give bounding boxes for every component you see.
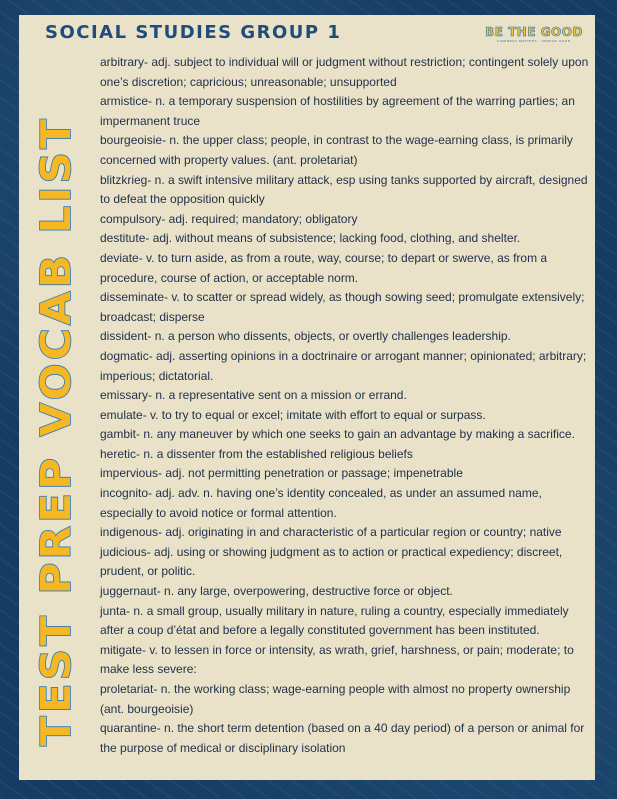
side-banner [26, 106, 84, 750]
vocab-entry: juggernaut- n. any large, overpowering, destructive force or object. [100, 584, 453, 599]
vocab-list [100, 53, 592, 758]
vocab-entry: quarantine- n. the short term detention (based on a 40 day period) of a person or animal for the purpose of medical or disciplinary isolation [100, 721, 585, 755]
vocab-entry: proletariat- n. the working class; wage-earning people with almost no property ownership (ant. bourgeoisie) [100, 682, 571, 716]
page-title: SOCIAL STUDIES GROUP 1 [45, 22, 342, 43]
vocab-entry: dogmatic- adj. asserting opinions in a doctrinaire or arrogant manner; opinionated; arbitrary; imperious; dictatorial. [100, 348, 587, 383]
vocab-entry: judicious- adj. using or showing judgment as to action or practical expediency; discreet, prudent, or politic. [100, 544, 563, 579]
vocab-entry: destitute- adj. without means of subsistence; lacking food, clothing, and shelter. [100, 231, 521, 246]
vocab-entry: heretic- n. a dissenter from the established religious beliefs [100, 446, 413, 461]
vocab-entry: emissary- n. a representative sent on a mission or errand. [100, 388, 407, 403]
vocab-entry: incognito- adj. adv. n. having one’s identity concealed, as under an assumed name, especially to avoid notice or formal attention. [100, 486, 542, 520]
vocab-entry: disseminate- v. to scatter or spread widely, as though sowing seed; promulgate extensively; broadcast; disperse [100, 290, 585, 324]
vocab-entry: junta- n. a small group, usually military in nature, ruling a country, especially immediately after a coup d’état and before a legally constituted government has been instituted. [100, 603, 569, 638]
vocab-entry: arbitrary- adj. subject to individual will or judgment without restriction; contingent solely upon one’s discretion; capricious; unreasonable; unsupported [100, 55, 589, 89]
vocab-entry: mitigate- v. to lessen in force or intensity, as wrath, grief, harshness, or pain; moderate; to make less severe: [100, 642, 574, 677]
brand-name: BE THE GOOD [485, 25, 583, 39]
vocab-entry: indigenous- adj. originating in and characteristic of a particular region or country; native [100, 525, 562, 540]
brand-tagline: KINDNESS MATTERS · SPREAD GOOD [497, 39, 571, 43]
vocab-entry: blitzkrieg- n. a swift intensive military attack, esp using tanks supported by aircraft, designed to defeat the opposition quickly [100, 172, 588, 207]
brand-logo [484, 26, 584, 43]
vocab-entry: deviate- v. to turn aside, as from a route, way, course; to depart or swerve, as from a procedure, course of action, or acceptable norm. [100, 250, 548, 285]
vocab-entry: emulate- v. to try to equal or excel; imitate with effort to equal or surpass. [100, 407, 486, 422]
side-banner-text: TEST PREP VOCAB LIST [32, 152, 80, 746]
vocab-entry: armistice- n. a temporary suspension of hostilities by agreement of the warring parties; an impermanent truce [100, 94, 575, 128]
vocab-entry: compulsory- adj. required; mandatory; obligatory [100, 211, 358, 226]
vocab-entry: bourgeoisie- n. the upper class; people, in contrast to the wage-earning class, is primarily concerned with property values. (ant. proletariat) [100, 133, 573, 167]
vocab-entry: gambit- n. any maneuver by which one seeks to gain an advantage by making a sacrifice. [100, 427, 575, 442]
vocab-entry: dissident- n. a person who dissents, objects, or overtly challenges leadership. [100, 329, 511, 344]
vocab-entry: impervious- adj. not permitting penetration or passage; impenetrable [100, 466, 463, 481]
